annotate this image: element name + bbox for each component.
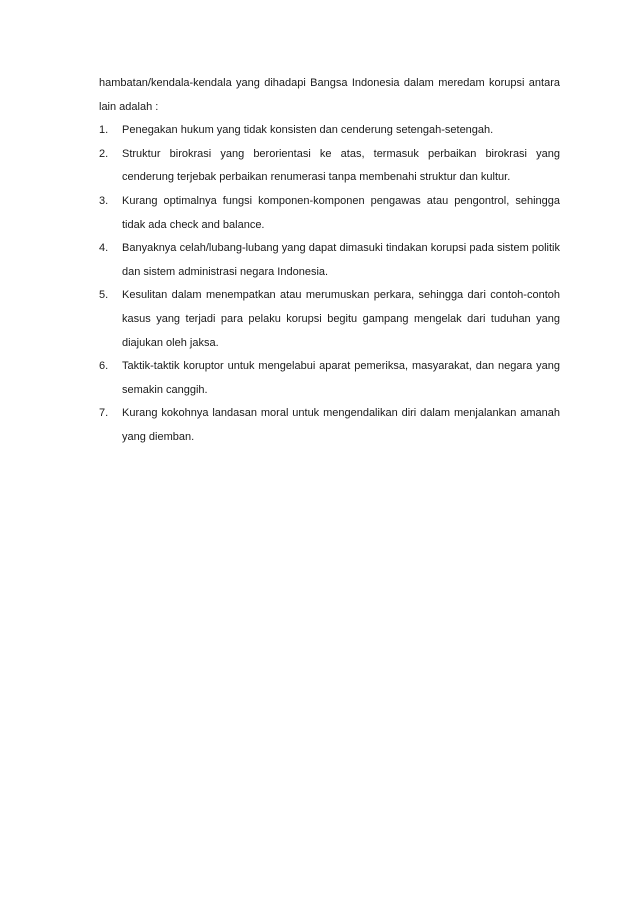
list-item	[99, 355, 560, 402]
document-body	[99, 72, 560, 450]
list-item-number: 3.	[99, 194, 109, 207]
list-item	[99, 119, 560, 143]
list-item	[99, 402, 560, 449]
list-item-text: Kesulitan dalam menempatkan atau merumuskan perkara, sehingga dari contoh-contoh kasus yang terjadi para pelaku korupsi begitu gampang mengelak dari tuduhan yang diajukan oleh jaksa.	[122, 289, 560, 349]
list-item-text: Kurang kokohnya landasan moral untuk mengendalikan diri dalam menjalankan amanah yang diemban.	[122, 407, 560, 443]
list-item-text: Struktur birokrasi yang berorientasi ke atas, termasuk perbaikan birokrasi yang cenderung terjebak perbaikan renumerasi tanpa membenahi struktur dan kultur.	[122, 147, 560, 184]
list-item-number: 2.	[99, 147, 109, 160]
list-item-text: Banyaknya celah/lubang-lubang yang dapat dimasuki tindakan korupsi pada sistem politik dan sistem administrasi negara Indonesia.	[122, 242, 560, 278]
list-item	[99, 237, 560, 284]
list-item	[99, 143, 560, 190]
obstacle-list	[99, 119, 560, 449]
list-item-number: 4.	[99, 242, 109, 255]
list-item	[99, 190, 560, 237]
list-item	[99, 284, 560, 355]
list-item-number: 7.	[99, 407, 109, 420]
list-item-number: 5.	[99, 289, 109, 302]
list-item-text: Penegakan hukum yang tidak konsisten dan cenderung setengah-setengah.	[122, 124, 494, 137]
list-item-number: 1.	[99, 124, 109, 137]
list-item-text: Kurang optimalnya fungsi komponen-komponen pengawas atau pengontrol, sehingga tidak ada check and balance.	[122, 194, 560, 231]
intro-paragraph: hambatan/kendala-kendala yang dihadapi Bangsa Indonesia dalam meredam korupsi antara lain adalah :	[99, 77, 560, 113]
list-item-text: Taktik-taktik koruptor untuk mengelabui aparat pemeriksa, masyarakat, dan negara yang semakin canggih.	[122, 360, 560, 396]
list-item-number: 6.	[99, 360, 109, 373]
